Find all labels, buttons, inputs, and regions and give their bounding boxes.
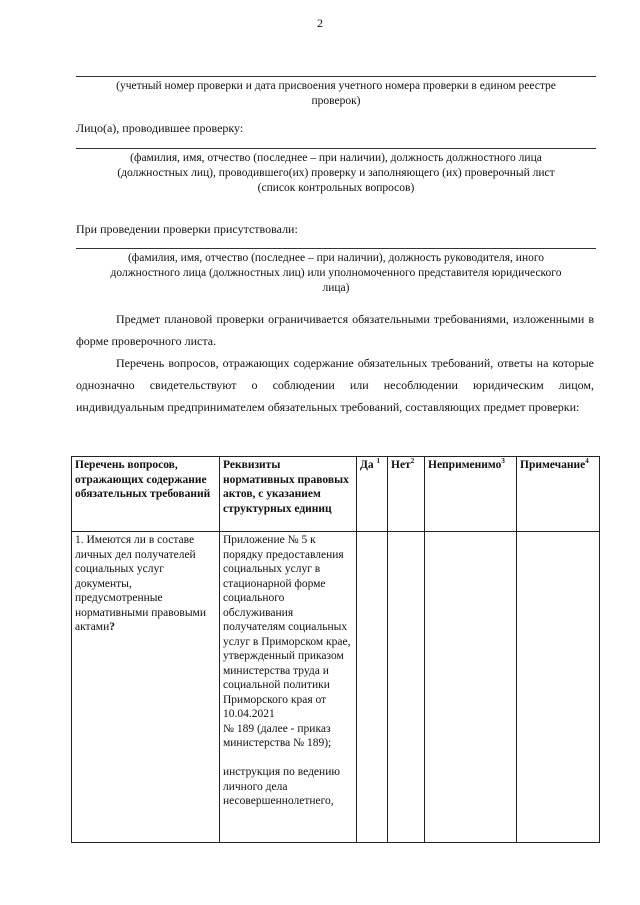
inspection-subject-paragraph: Предмет плановой проверки ограничивается обязательными требованиями, изложенными в форме проверочного листа. (76, 312, 594, 348)
header-remark: Примечание$^4$ (517, 457, 600, 532)
inspector-label: Лицо(а), проводившее проверку: (76, 121, 244, 135)
inspector-caption-line-3: (список контрольных вопросов) (257, 182, 415, 194)
inspector-line (76, 148, 596, 149)
table-header-row (72, 457, 600, 532)
header-no: Нет$^2$ (388, 457, 425, 532)
present-label: При проведении проверки присутствовали: (76, 222, 298, 236)
registry-caption-line-2: проверок) (311, 95, 361, 107)
inspector-caption-line-2: (должностных лиц), проводившего(их) проверку и заполняющего (их) проверочный лист (117, 167, 555, 179)
table-row (72, 532, 600, 843)
registry-number-line (76, 76, 596, 77)
present-line (76, 248, 596, 249)
header-questions: Перечень вопросов, отражающих содержание обязательных требований (72, 457, 220, 532)
present-caption-line-2: должностного лица (должностных лиц) или уполномоченного представителя юридического (110, 267, 562, 279)
registry-number-caption (76, 79, 596, 109)
no-answer-cell[interactable] (388, 532, 425, 843)
present-caption (76, 251, 596, 296)
page-number: 2 (317, 16, 323, 30)
registry-caption-line-1: (учетный номер проверки и дата присвоения учетного номера проверки в едином реестре (116, 80, 556, 92)
present-caption-line-3: лица) (322, 282, 350, 294)
questions-intro-paragraph: Перечень вопросов, отражающих содержание обязательных требований, ответы на которые однозначно свидетельствуют о соблюдении или несоблюдении юридическим лицом, индивидуальным предпринимателем обязательных требований, составляющих предмет проверки: (76, 356, 594, 414)
header-requisites: Реквизиты нормативных правовых актов, с указанием структурных единиц (220, 457, 357, 532)
footnote-2: 2 (410, 457, 415, 466)
footnote-4: 4 (585, 457, 589, 466)
inspector-caption-line-1: (фамилия, имя, отчество (последнее – при наличии), должность должностного лица (130, 152, 542, 164)
footnote-1: 1 (376, 457, 381, 466)
question-cell: 1. Имеются ли в составе личных дел получателей социальных услуг документы, предусмотренные нормативными правовыми актами? (72, 532, 220, 843)
requisite-text-3: инструкция по ведению личного дела несовершеннолетнего, (223, 766, 340, 807)
present-caption-line-1: (фамилия, имя, отчество (последнее – при наличии), должность руководителя, иного (127, 252, 545, 264)
not-applicable-answer-cell[interactable] (425, 532, 517, 843)
requisite-text-2: № 189 (далее - приказ министерства № 189); (223, 722, 332, 749)
header-yes: Да $^1$ (357, 457, 388, 532)
checklist-table (71, 456, 600, 843)
remark-cell[interactable] (517, 532, 600, 843)
requisite-cell (220, 532, 357, 843)
footnote-3: 3 (501, 457, 505, 466)
requisite-text-1: Приложение № 5 к порядку предоставления социальных услуг в стационарной форме социального обслуживания получателям социальных услуг в Приморском крае, утвержденный приказом министерства труда и социальной политики Приморского края от 10.04.2021 (223, 534, 351, 720)
inspector-caption (76, 151, 596, 196)
yes-answer-cell[interactable] (357, 532, 388, 843)
header-not-applicable: Неприменимо$^3$ (425, 457, 517, 532)
